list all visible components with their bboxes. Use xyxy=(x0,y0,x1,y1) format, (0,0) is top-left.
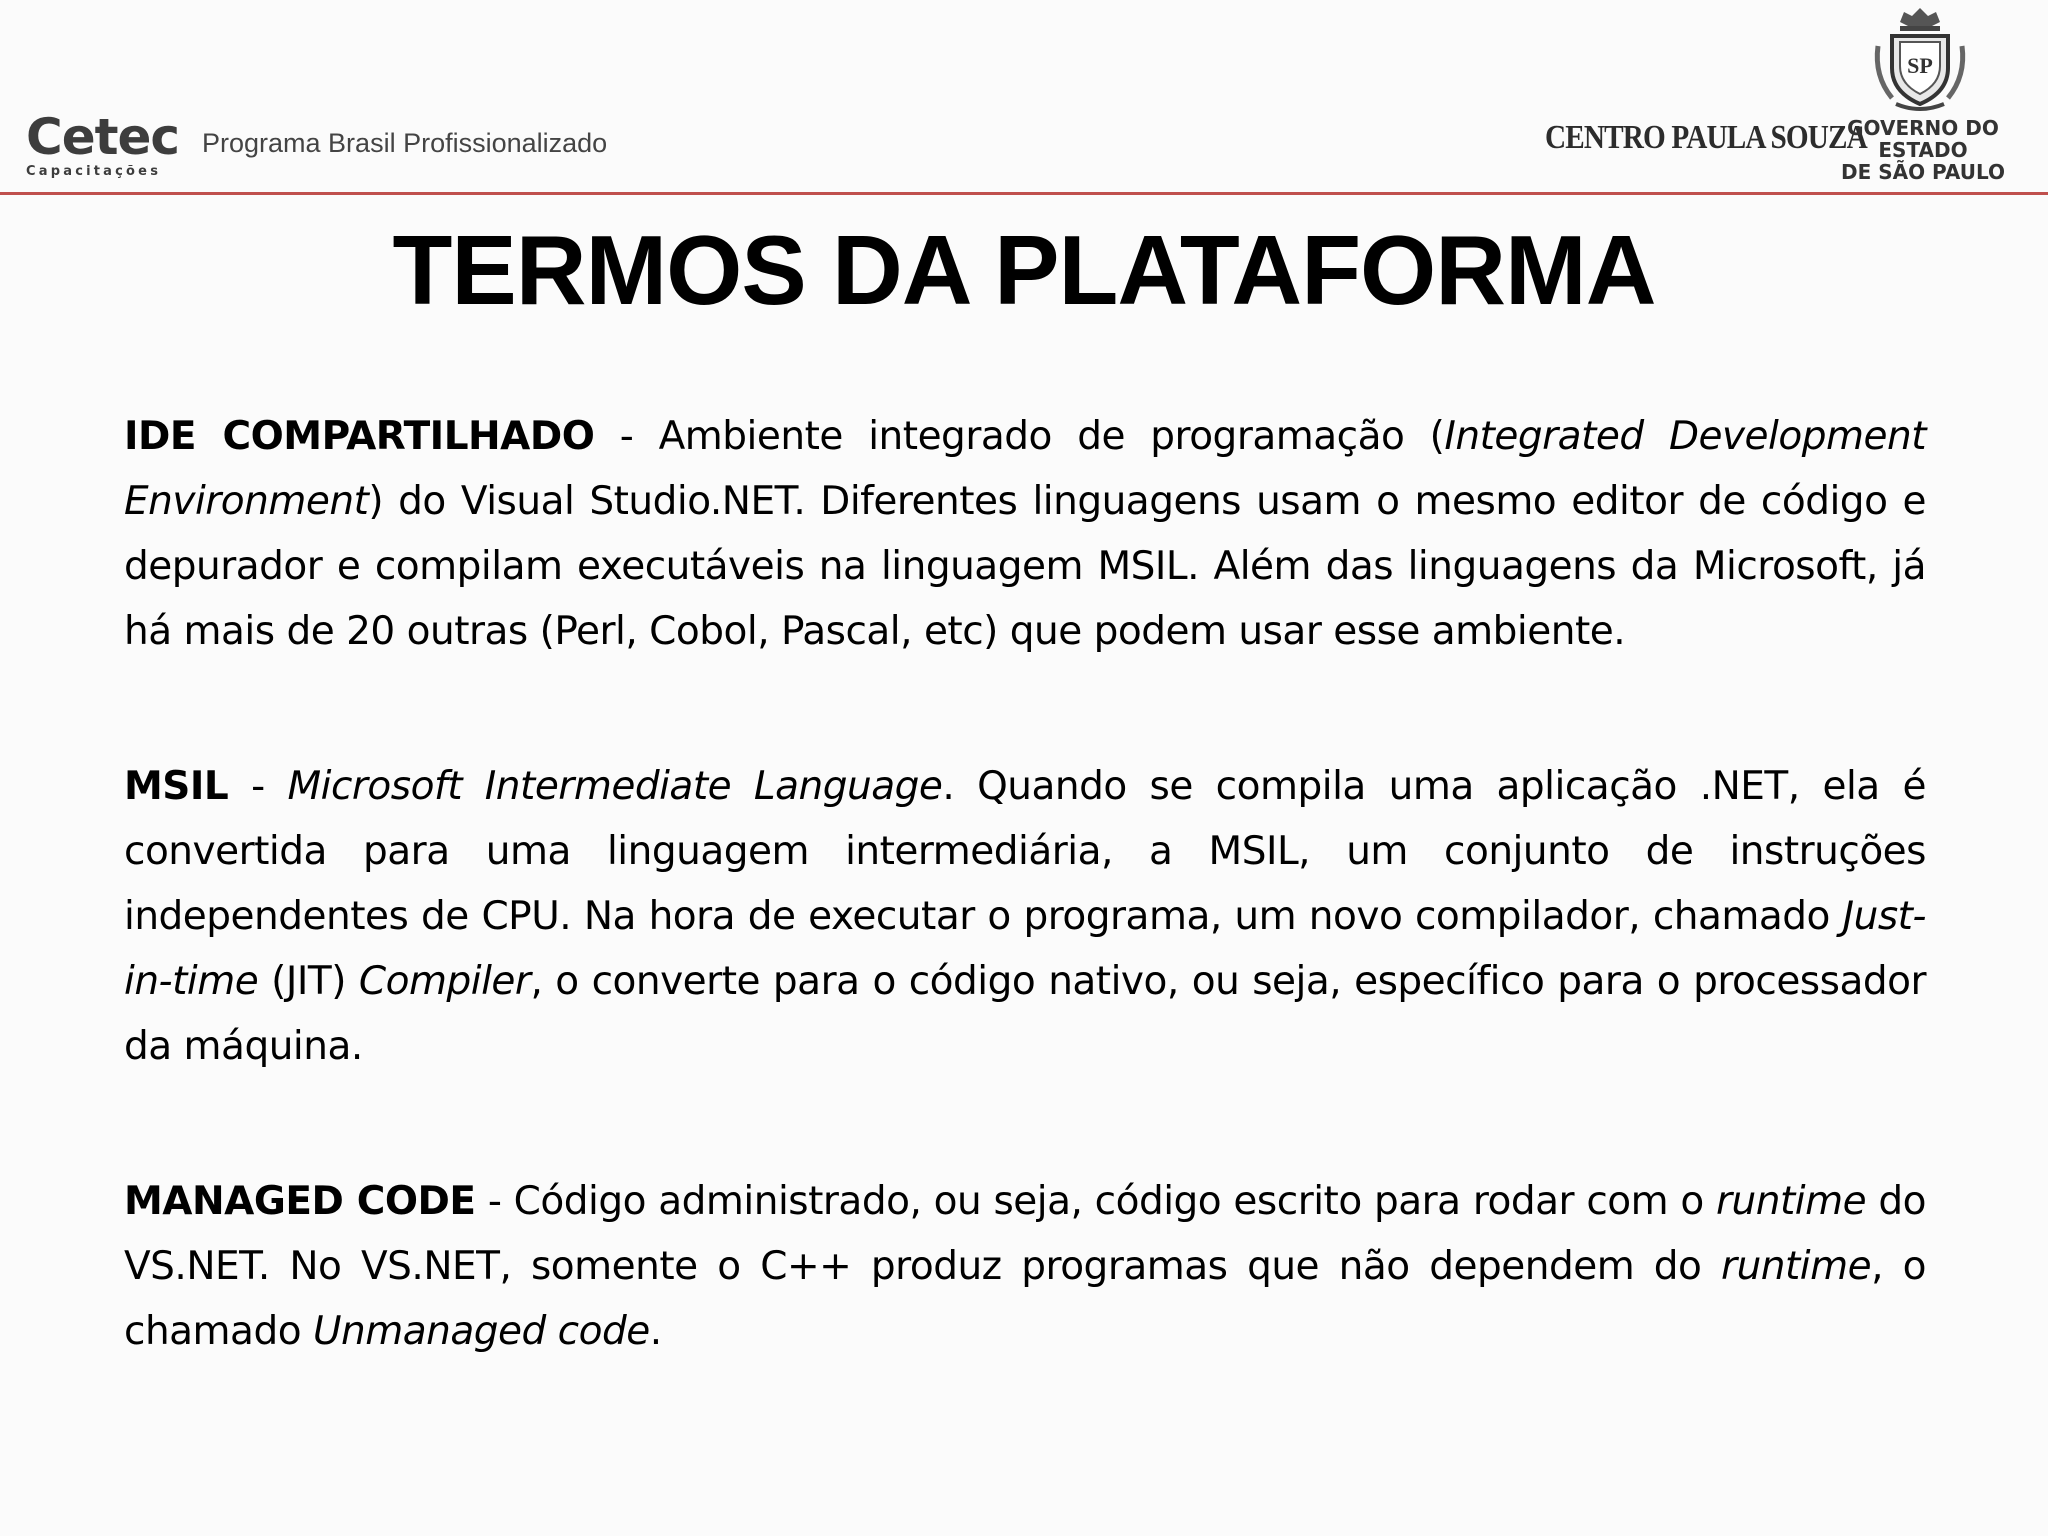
italic-fragment: Just-in-time xyxy=(124,894,1926,1004)
crest-monogram: SP xyxy=(1907,53,1933,78)
cetec-logo-word: Cetec xyxy=(26,108,180,166)
term-managed-code: MANAGED CODE xyxy=(124,1179,476,1224)
term-msil: MSIL xyxy=(124,764,229,809)
text-fragment: (JIT) xyxy=(258,959,359,1004)
paragraph-managed-code xyxy=(124,1169,1926,1364)
programa-label: Programa Brasil Profissionalizado xyxy=(202,128,608,158)
text-fragment: . Quando se compila uma aplicação .NET, ela é convertida para uma linguagem intermediária, a MSIL, um conjunto de instruções independentes de CPU. Na hora de executar o programa, um novo compilador, chamado xyxy=(124,764,1926,939)
text-fragment: , o converte para o código nativo, ou seja, específico para o processador da máquina. xyxy=(124,959,1926,1069)
text-fragment: , o chamado xyxy=(124,1244,1926,1354)
centro-paula-souza-logo: CENTRO PAULA SOUZA xyxy=(1545,119,1867,156)
italic-fragment: runtime xyxy=(1721,1244,1872,1289)
paragraph-msil xyxy=(124,754,1926,1079)
term-ide: IDE COMPARTILHADO xyxy=(124,414,595,459)
text-fragment: - Código administrado, ou seja, código escrito para rodar com o xyxy=(475,1179,1717,1224)
governo-line-1: GOVERNO DO ESTADO xyxy=(1847,116,1999,162)
slide-title: TERMOS DA PLATAFORMA xyxy=(392,215,1656,325)
governo-line-2: DE SÃO PAULO xyxy=(1840,160,2006,184)
cetec-logo xyxy=(26,108,180,180)
italic-fragment: Microsoft Intermediate Language xyxy=(287,764,943,809)
italic-fragment: runtime xyxy=(1716,1179,1867,1224)
italic-fragment: Compiler xyxy=(358,959,531,1004)
cetec-logo-sub: Capacitações xyxy=(26,164,162,179)
text-fragment: . xyxy=(649,1309,662,1354)
slide-header xyxy=(0,0,2048,196)
text-fragment: - xyxy=(228,764,288,809)
sao-paulo-crest-icon xyxy=(1870,6,1970,116)
header-divider xyxy=(0,192,2048,195)
governo-sp-logo xyxy=(1808,117,2038,183)
text-fragment: do VS.NET. No VS.NET, somente o C++ produz programas que não dependem do xyxy=(124,1179,1926,1289)
text-fragment: - Ambiente integrado de programação ( xyxy=(594,414,1445,459)
italic-fragment: Integrated Development Environment xyxy=(124,414,1926,524)
text-fragment: ) do Visual Studio.NET. Diferentes linguagens usam o mesmo editor de código e depurador e compilam executáveis na linguagem MSIL. Além das linguagens da Microsoft, já há mais de 20 outras (Perl, Cobol, Pascal, etc) que podem usar esse ambiente. xyxy=(124,479,1926,654)
italic-fragment: Unmanaged code xyxy=(312,1309,650,1354)
paragraph-ide xyxy=(124,404,1926,664)
slide-body xyxy=(124,404,1926,1454)
